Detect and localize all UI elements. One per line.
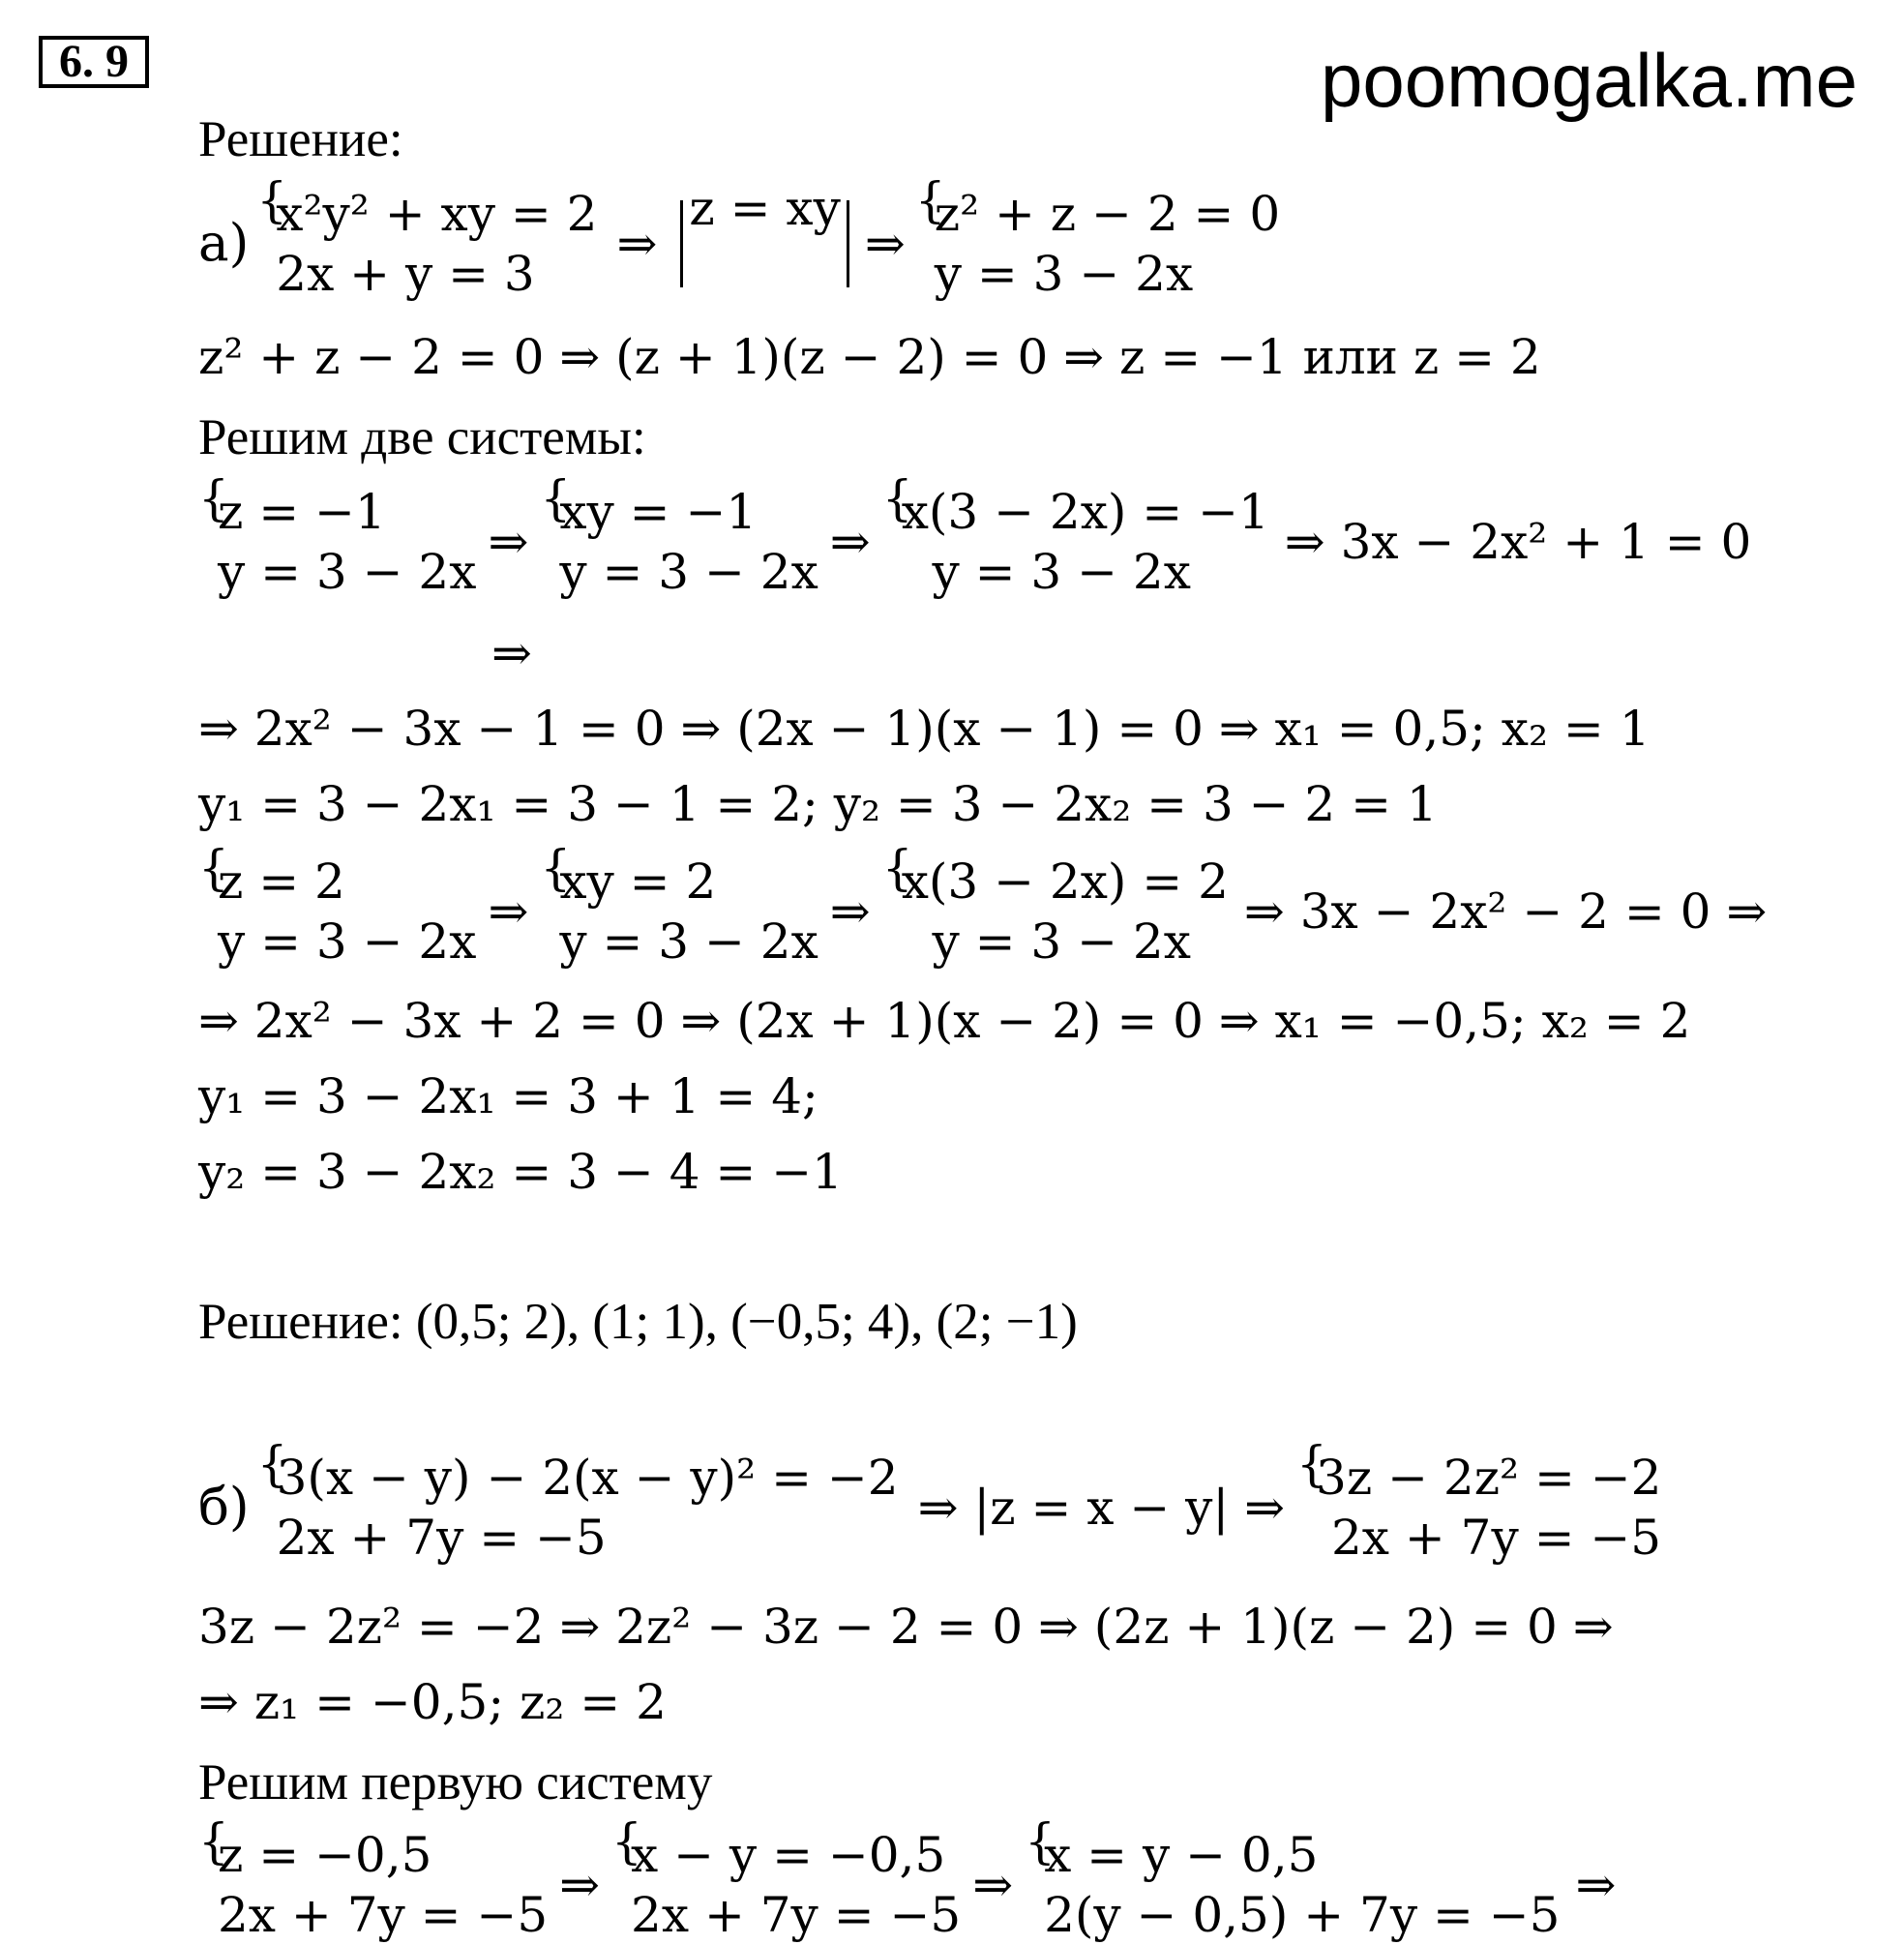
- part-a-line-4: ⇒ 2x² − 3x + 2 = 0 ⇒ (2x + 1)(x − 2) = 0 ⇒ x₁ = −0,5; x₂ = 2: [198, 993, 1691, 1049]
- implies-arrow: ⇒: [864, 216, 906, 272]
- brace-icon: {: [540, 470, 572, 526]
- part-a-system-line: [198, 172, 1281, 304]
- chain-tail: ⇒: [1575, 1857, 1617, 1913]
- chain-tail: ⇒ 3x − 2x² + 1 = 0: [1284, 514, 1752, 570]
- system: [540, 470, 818, 602]
- system: [881, 470, 1269, 602]
- brace-icon: {: [1025, 1813, 1056, 1870]
- brace-icon: {: [256, 172, 288, 228]
- part-a-line-6: y₂ = 3 − 2x₂ = 3 − 4 = −1: [198, 1144, 843, 1200]
- implies-arrow: ⇒: [488, 514, 529, 570]
- part-a-chain-2: [198, 840, 1768, 972]
- part-b-chain: [198, 1813, 1617, 1945]
- implies-arrow: ⇒: [829, 883, 871, 940]
- system-row: x(3 − 2x) = 2: [901, 853, 1229, 910]
- part-a-line-1: z² + z − 2 = 0 ⇒ (z + 1)(z − 2) = 0 ⇒ z = −1 или z = 2: [198, 329, 1541, 385]
- system: [881, 840, 1229, 972]
- part-a-line-2: ⇒ 2x² − 3x − 1 = 0 ⇒ (2x − 1)(x − 1) = 0 ⇒ x₁ = 0,5; x₂ = 1: [198, 701, 1651, 757]
- part-b-system-1: [256, 1436, 899, 1568]
- system-row: 2x + 7y = −5: [218, 1887, 549, 1943]
- system: [198, 1813, 549, 1945]
- system-row: y = 3 − 2x: [559, 913, 818, 970]
- system-row: 2x + 7y = −5: [631, 1887, 962, 1943]
- system-row: z² + z − 2 = 0: [934, 186, 1281, 242]
- brace-icon: {: [914, 172, 946, 228]
- brace-icon: {: [611, 1813, 642, 1870]
- part-a-two-systems: Решим две системы:: [198, 409, 646, 465]
- implies-arrow: ⇒: [616, 216, 658, 272]
- part-b-label: б): [198, 1478, 250, 1537]
- system-row: 2x + 7y = −5: [1316, 1510, 1662, 1566]
- system-row: z = −1: [218, 484, 386, 540]
- system: [611, 1813, 962, 1945]
- system-row: xy = 2: [559, 853, 717, 910]
- system-row: 2x + 7y = −5: [276, 1510, 607, 1566]
- system-row: z = −0,5: [218, 1827, 432, 1883]
- brace-icon: {: [198, 840, 229, 896]
- system: [540, 840, 818, 972]
- system: [198, 470, 477, 602]
- system-row: z = 2: [218, 853, 345, 910]
- system-row: x = y − 0,5: [1044, 1827, 1319, 1883]
- system-row: y = 3 − 2x: [559, 544, 818, 600]
- substitution: z = xy: [689, 180, 841, 236]
- system: [198, 840, 477, 972]
- part-b-system-2: [1296, 1436, 1662, 1568]
- implies-arrow: ⇒: [559, 1857, 601, 1913]
- subst-bar-left: [680, 200, 683, 287]
- part-b-line-1: 3z − 2z² = −2 ⇒ 2z² − 3z − 2 = 0 ⇒ (2z + 1)(z − 2) = 0 ⇒: [198, 1599, 1614, 1655]
- system-row: x(3 − 2x) = −1: [901, 484, 1269, 540]
- brace-icon: {: [881, 470, 913, 526]
- task-number: 6. 9: [39, 36, 149, 88]
- system-row: y = 3 − 2x: [901, 544, 1191, 600]
- part-a-answer: Решение: (0,5; 2), (1; 1), (−0,5; 4), (2; −1): [198, 1294, 1078, 1350]
- brace-icon: {: [198, 1813, 229, 1870]
- brace-icon: {: [256, 1436, 288, 1492]
- brace-icon: {: [198, 470, 229, 526]
- system-row: 3(x − y) − 2(x − y)² = −2: [276, 1450, 899, 1506]
- part-a-chain-1: [198, 470, 1752, 602]
- lone-arrow: ⇒: [491, 625, 532, 681]
- substitution: ⇒ |z = x − y| ⇒: [917, 1480, 1286, 1536]
- system-row: y = 3 − 2x: [934, 246, 1194, 302]
- system-row: 2x + y = 3: [276, 246, 535, 302]
- brace-icon: {: [881, 840, 913, 896]
- system: [1025, 1813, 1561, 1945]
- part-a-label: а): [198, 214, 250, 273]
- part-a-system-2: [914, 172, 1281, 304]
- part-a-line-3: y₁ = 3 − 2x₁ = 3 − 1 = 2; y₂ = 3 − 2x₂ = 3 − 2 = 1: [198, 776, 1438, 832]
- part-b-system-line: [198, 1436, 1662, 1568]
- system-row: y = 3 − 2x: [218, 913, 477, 970]
- part-a-system-1: [256, 172, 598, 304]
- brace-icon: {: [1296, 1436, 1327, 1492]
- system-row: xy = −1: [559, 484, 758, 540]
- system-row: x²y² + xy = 2: [276, 186, 598, 242]
- implies-arrow: ⇒: [829, 514, 871, 570]
- system-row: y = 3 − 2x: [218, 544, 477, 600]
- chain-tail: ⇒ 3x − 2x² − 2 = 0 ⇒: [1243, 883, 1768, 940]
- system-row: y = 3 − 2x: [901, 913, 1191, 970]
- subst-bar-right: [847, 200, 849, 287]
- solution-heading: Решение:: [198, 111, 403, 167]
- system-row: x − y = −0,5: [631, 1827, 946, 1883]
- part-a-line-5: y₁ = 3 − 2x₁ = 3 + 1 = 4;: [198, 1068, 818, 1124]
- part-b-line-2: ⇒ z₁ = −0,5; z₂ = 2: [198, 1674, 667, 1730]
- brace-icon: {: [540, 840, 572, 896]
- system-row: 2(y − 0,5) + 7y = −5: [1044, 1887, 1561, 1943]
- implies-arrow: ⇒: [488, 883, 529, 940]
- system-row: 3z − 2z² = −2: [1316, 1450, 1662, 1506]
- implies-arrow: ⇒: [972, 1857, 1014, 1913]
- part-b-first-system: Решим первую систему: [198, 1754, 713, 1810]
- site-watermark: poomogalka.me: [1321, 38, 1858, 123]
